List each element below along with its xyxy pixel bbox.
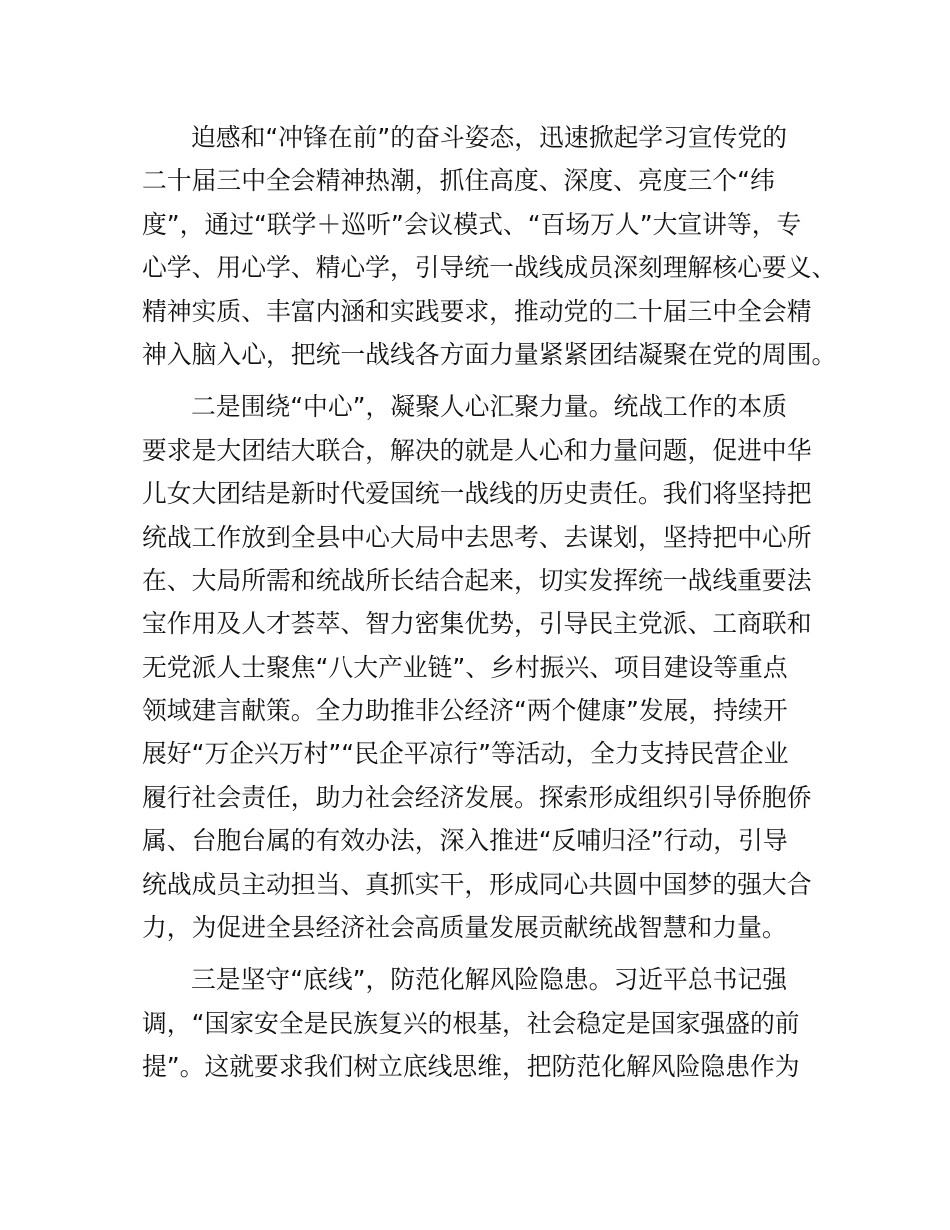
text-line: 履行社会责任，助力社会经济发展。探索形成组织引导侨胞侨	[142, 782, 812, 812]
text-line: 二是围绕“中心”，凝聚人心汇聚力量。统战工作的本质	[191, 392, 788, 422]
text-line: 要求是大团结大联合，解决的就是人心和力量问题，促进中华	[142, 435, 812, 465]
text-line: 展好“万企兴万村”“民企平凉行”等活动，全力支持民营企业	[142, 739, 789, 769]
text-line: 度”，通过“联学＋巡听”会议模式、“百场万人”大宣讲等，专	[142, 209, 802, 239]
text-line: 领域建言献策。全力助推非公经济“两个健康”发展，持续开	[142, 696, 788, 726]
paragraph-3	[142, 958, 832, 1088]
text-line: 力，为促进全县经济社会高质量发展贡献统战智慧和力量。	[142, 913, 787, 943]
text-line: 统战成员主动担当、真抓实干，形成同心共圆中国梦的强大合	[142, 869, 812, 899]
document-page	[142, 116, 837, 1089]
paragraph-1	[142, 116, 837, 376]
text-line: 无党派人士聚焦“八大产业链”、乡村振兴、项目建设等重点	[142, 652, 788, 682]
paragraph-2	[142, 385, 832, 949]
text-line: 三是坚守“底线”，防范化解风险隐患。习近平总书记强	[191, 965, 788, 995]
text-line: 儿女大团结是新时代爱国统一战线的历史责任。我们将坚持把	[142, 479, 812, 509]
text-line: 提”。这就要求我们树立底线思维，把防范化解风险隐患作为	[142, 1052, 800, 1082]
text-line: 宝作用及人才荟萃、智力密集优势，引导民主党派、工商联和	[142, 609, 812, 639]
text-line: 在、大局所需和统战所长结合起来，切实发挥统一战线重要法	[142, 565, 812, 595]
text-line: 心学、用心学、精心学，引导统一战线成员深刻理解核心要义、	[142, 253, 837, 283]
text-line: 神入脑入心，把统一战线各方面力量紧紧团结凝聚在党的周围。	[142, 339, 837, 369]
text-line: 二十届三中全会精神热潮，抓住高度、深度、亮度三个“纬	[142, 166, 775, 196]
text-line: 迫感和“冲锋在前”的奋斗姿态，迅速掀起学习宣传党的	[191, 123, 788, 152]
text-line: 属、台胞台属的有效办法，深入推进“反哺归泾”行动，引导	[142, 826, 788, 856]
text-line: 统战工作放到全县中心大局中去思考、去谋划，坚持把中心所	[142, 522, 812, 552]
text-line: 调，“国家安全是民族复兴的根基，社会稳定是国家强盛的前	[142, 1008, 800, 1038]
text-line: 精神实质、丰富内涵和实践要求，推动党的二十届三中全会精	[142, 296, 812, 326]
